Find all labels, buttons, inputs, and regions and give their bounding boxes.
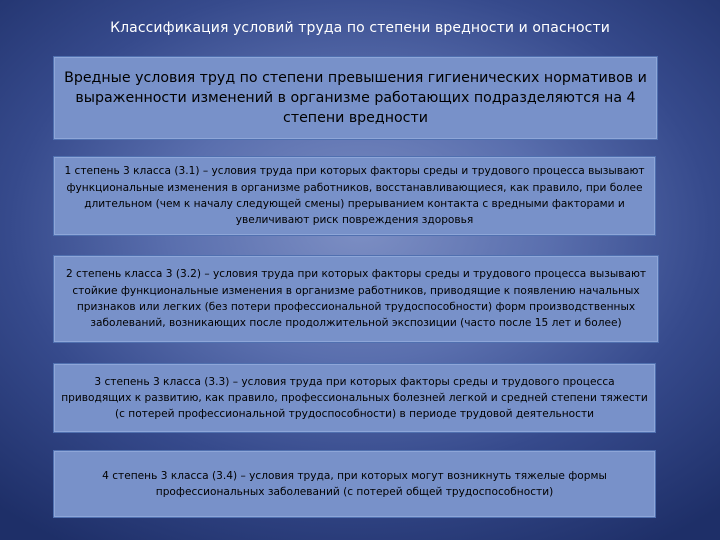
degree-2-text: 2 степень класса 3 (3.2) – условия труда при которых факторы среды и трудового процесса вызывают стойкие функциональные изменения в организме работников, приводящие к появлению начальных признаков или легких (без потери профессиональной трудоспособности) форм производственных заболеваний, возникающих после продолжительной экспозиции (часто после 15 лет и более) xyxy=(65,268,647,330)
degree-4-box xyxy=(53,450,656,518)
degree-1-text: 1 степень 3 класса (3.1) – условия труда при которых факторы среды и трудового процесса вызывают функциональные изменения в организме работников, восстанавливающиеся, как правило, при более длительном (чем к началу следующей смены) прерыванием контакта с вредными факторами и увеличивают риск повреждения здоровья xyxy=(64,165,645,227)
intro-box xyxy=(53,56,658,140)
slide-title: Классификация условий труда по степени вредности и опасности xyxy=(110,20,610,36)
degree-3-box xyxy=(53,363,656,433)
degree-1-box xyxy=(53,156,656,236)
intro-text: Вредные условия труд по степени превышения гигиенических нормативов и выраженности изменений в организме работающих подразделяются на 4 степени вредности xyxy=(64,70,647,126)
degree-4-text: 4 степень 3 класса (3.4) – условия труда, при которых могут возникнуть тяжелые формы профессиональных заболеваний (с потерей общей трудоспособности) xyxy=(102,469,607,498)
degree-3-text: 3 степень 3 класса (3.3) – условия труда при которых факторы среды и трудового процесса приводящих к развитию, как правило, профессиональных болезней легкой и средней степени тяжести (с потерей профессиональной трудоспособности) в периоде трудовой деятельности xyxy=(61,375,648,421)
degree-2-box xyxy=(53,255,659,343)
